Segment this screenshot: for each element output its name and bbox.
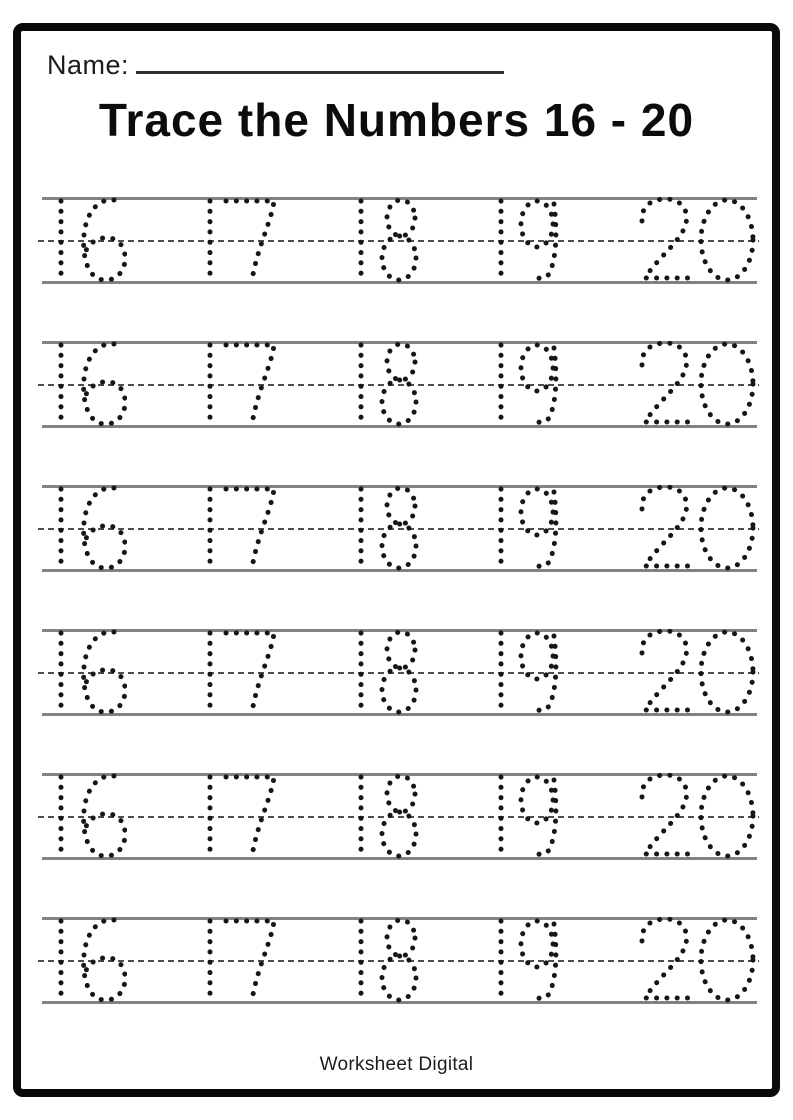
trace-number-18: [355, 341, 419, 428]
dotted-digit-6: [84, 488, 125, 568]
dotted-digit-6: [84, 632, 125, 712]
dotted-digit-2: [642, 343, 691, 422]
trace-number-20: [637, 341, 756, 428]
trace-number-18: [355, 197, 419, 284]
trace-number-16: [55, 917, 127, 1004]
trace-number-19: [495, 773, 560, 860]
row-numbers: [55, 485, 756, 572]
row-numbers: [55, 773, 756, 860]
trace-number-20: [637, 485, 756, 572]
trace-number-17: [204, 629, 278, 716]
dotted-digit-2: [642, 919, 691, 998]
row-numbers: [55, 197, 756, 284]
trace-number-18: [355, 773, 419, 860]
trace-number-17: [204, 197, 278, 284]
trace-number-16: [55, 197, 127, 284]
trace-row: [42, 629, 757, 716]
trace-number-19: [495, 485, 560, 572]
trace-number-19: [495, 917, 560, 1004]
dotted-digit-9: [521, 489, 556, 567]
dotted-digit-6: [84, 920, 125, 1000]
name-fill-line[interactable]: [136, 49, 504, 74]
trace-number-20: [637, 197, 756, 284]
trace-number-16: [55, 773, 127, 860]
dotted-digit-2: [642, 775, 691, 854]
dotted-digit-9: [521, 777, 556, 855]
footer-brand: Worksheet Digital: [319, 1054, 474, 1075]
trace-number-16: [55, 485, 127, 572]
dotted-digit-0: [701, 344, 753, 424]
dotted-digit-0: [701, 920, 753, 1000]
trace-number-20: [637, 917, 756, 1004]
trace-number-17: [204, 485, 278, 572]
dotted-digit-2: [642, 487, 691, 566]
dotted-digit-8: [382, 776, 416, 856]
dotted-digit-7: [226, 489, 274, 568]
dotted-digit-8: [382, 632, 416, 712]
dotted-digit-8: [382, 488, 416, 568]
row-numbers: [55, 341, 756, 428]
trace-number-18: [355, 629, 419, 716]
trace-row: [42, 917, 757, 1004]
dotted-digit-8: [382, 200, 416, 280]
dotted-digit-2: [642, 631, 691, 710]
dotted-digit-9: [521, 345, 556, 423]
trace-row: [42, 197, 757, 284]
dotted-digit-9: [521, 201, 556, 279]
worksheet-frame: [13, 23, 780, 1097]
dotted-digit-0: [701, 200, 753, 280]
dotted-digit-0: [701, 776, 753, 856]
name-label: Name:: [47, 50, 130, 80]
dotted-digit-8: [382, 344, 416, 424]
dotted-digit-7: [226, 345, 274, 424]
row-numbers: [55, 629, 756, 716]
dotted-digit-7: [226, 201, 274, 280]
trace-number-19: [495, 197, 560, 284]
dotted-digit-6: [84, 776, 125, 856]
dotted-digit-0: [701, 632, 753, 712]
dotted-digit-7: [226, 633, 274, 712]
row-numbers: [55, 917, 756, 1004]
dotted-digit-9: [521, 921, 556, 999]
dotted-digit-9: [521, 633, 556, 711]
page-title: Trace the Numbers 16 - 20: [98, 94, 695, 146]
trace-number-19: [495, 341, 560, 428]
trace-number-17: [204, 917, 278, 1004]
dotted-digit-2: [642, 199, 691, 278]
dotted-digit-8: [382, 920, 416, 1000]
trace-number-18: [355, 917, 419, 1004]
trace-number-17: [204, 773, 278, 860]
trace-number-19: [495, 629, 560, 716]
dotted-digit-0: [701, 488, 753, 568]
trace-number-16: [55, 341, 127, 428]
trace-number-16: [55, 629, 127, 716]
dotted-digit-6: [84, 200, 125, 280]
trace-number-18: [355, 485, 419, 572]
dotted-digit-6: [84, 344, 125, 424]
trace-number-20: [637, 629, 756, 716]
dotted-digit-7: [226, 921, 274, 1000]
trace-row: [42, 773, 757, 860]
name-row: [47, 49, 504, 81]
trace-row: [42, 485, 757, 572]
dotted-digit-7: [226, 777, 274, 856]
trace-number-20: [637, 773, 756, 860]
trace-row: [42, 341, 757, 428]
trace-number-17: [204, 341, 278, 428]
